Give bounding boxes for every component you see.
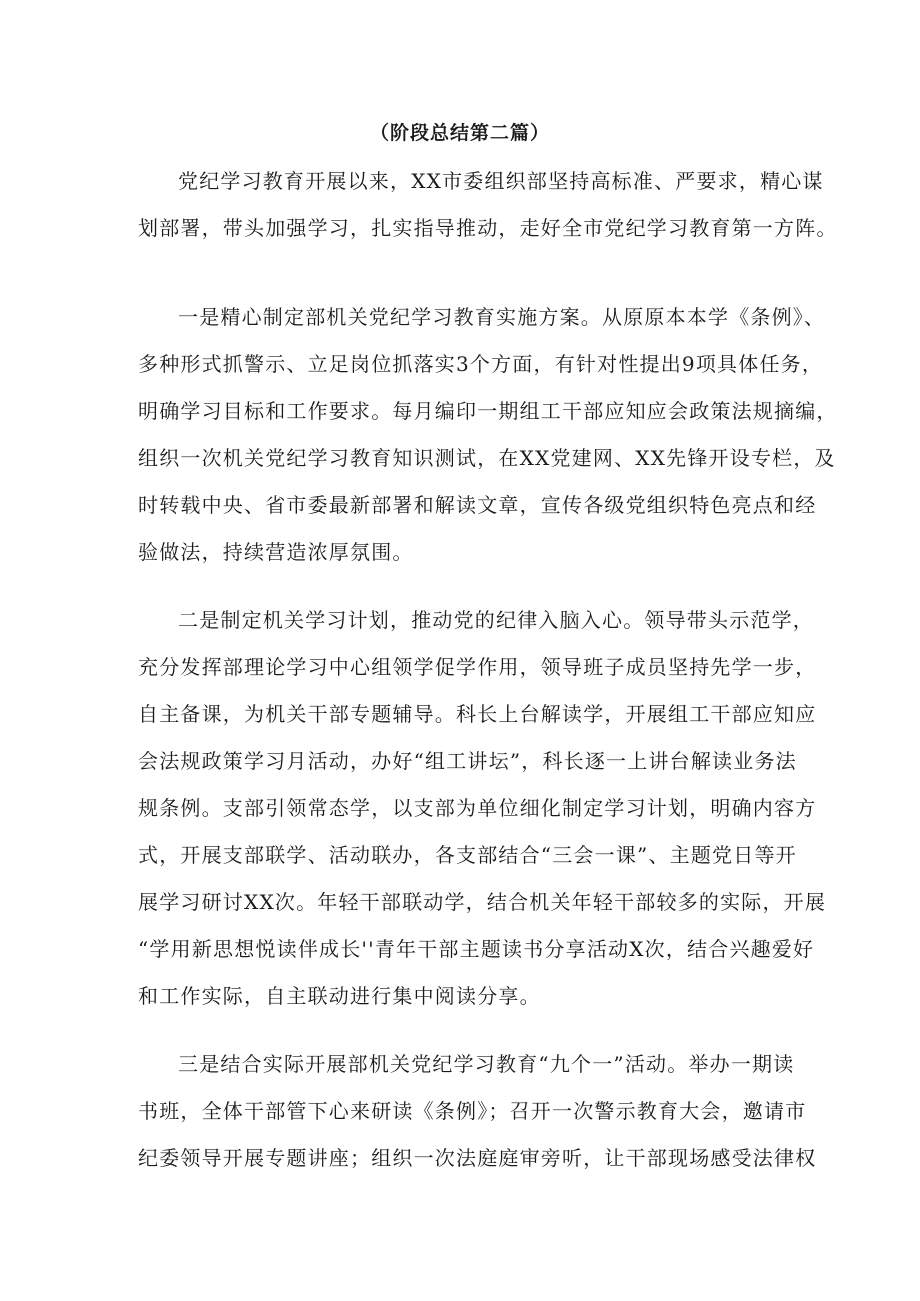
paragraph-line: 三是结合实际开展部机关党纪学习教育“九个一”活动。举办一期读 xyxy=(178,1052,795,1076)
paragraph-point-one xyxy=(138,294,838,576)
document-title: （阶段总结第二篇） xyxy=(369,122,550,144)
paragraph-line: 划部署，带头加强学习，扎实指导推动，走好全市党纪学习教育第一方阵。 xyxy=(138,216,838,240)
paragraph-line: 多种形式抓警示、立足岗位抓落实3个方面，有针对性提出9项具体任务， xyxy=(138,352,824,376)
paragraph-line: 充分发挥部理论学习中心组领学促学作用，领导班子成员坚持先学一步， xyxy=(138,655,817,679)
paragraph-line: 明确学习目标和工作要求。每月编印一期组工干部应知应会政策法规摘编， xyxy=(138,399,838,423)
paragraph-line: “学用新思想悦读伴成长''青年干部主题读书分享活动X次，结合兴趣爱好 xyxy=(138,937,815,961)
paragraph-line: 书班，全体干部管下心来研读《条例》；召开一次警示教育大会，邀请市 xyxy=(138,1099,807,1123)
paragraph-line: 纪委领导开展专题讲座；组织一次法庭庭审旁听，让干部现场感受法律权 xyxy=(138,1146,817,1170)
paragraph-line: 验做法，持续营造浓厚氛围。 xyxy=(138,540,414,564)
paragraph-point-three xyxy=(138,1041,817,1182)
paragraph-line: 二是制定机关学习计划，推动党的纪律入脑入心。领导带头示范学， xyxy=(178,608,814,632)
paragraph-line: 时转载中央、省市委最新部署和解读文章，宣传各级党组织特色亮点和经 xyxy=(138,493,817,517)
paragraph-line: 式，开展支部联学、活动联办，各支部结合“三会一课”、主题党日等开 xyxy=(138,843,797,867)
paragraph-point-two xyxy=(138,597,827,1020)
paragraph-line: 一是精心制定部机关党纪学习教育实施方案。从原原本本学《条例》、 xyxy=(178,305,826,329)
paragraph-line: 党纪学习教育开展以来，XX市委组织部坚持高标准、严要求，精心谋 xyxy=(178,169,824,193)
paragraph-line: 展学习研讨XX次。年轻干部联动学，结合机关年轻干部较多的实际，开展 xyxy=(138,890,827,914)
paragraph-line: 和工作实际，自主联动进行集中阅读分享。 xyxy=(138,984,541,1008)
paragraph-intro xyxy=(138,158,838,252)
paragraph-line: 会法规政策学习月活动，办好“组工讲坛”，科长逐一上讲台解读业务法 xyxy=(138,749,797,773)
paragraph-line: 自主备课，为机关干部专题辅导。科长上台解读学，开展组工干部应知应 xyxy=(138,702,817,726)
paragraph-line: 规条例。支部引领常态学，以支部为单位细化制定学习计划，明确内容方 xyxy=(138,796,817,820)
paragraph-line: 组织一次机关党纪学习教育知识测试，在XX党建网、XX先锋开设专栏，及 xyxy=(138,446,836,470)
